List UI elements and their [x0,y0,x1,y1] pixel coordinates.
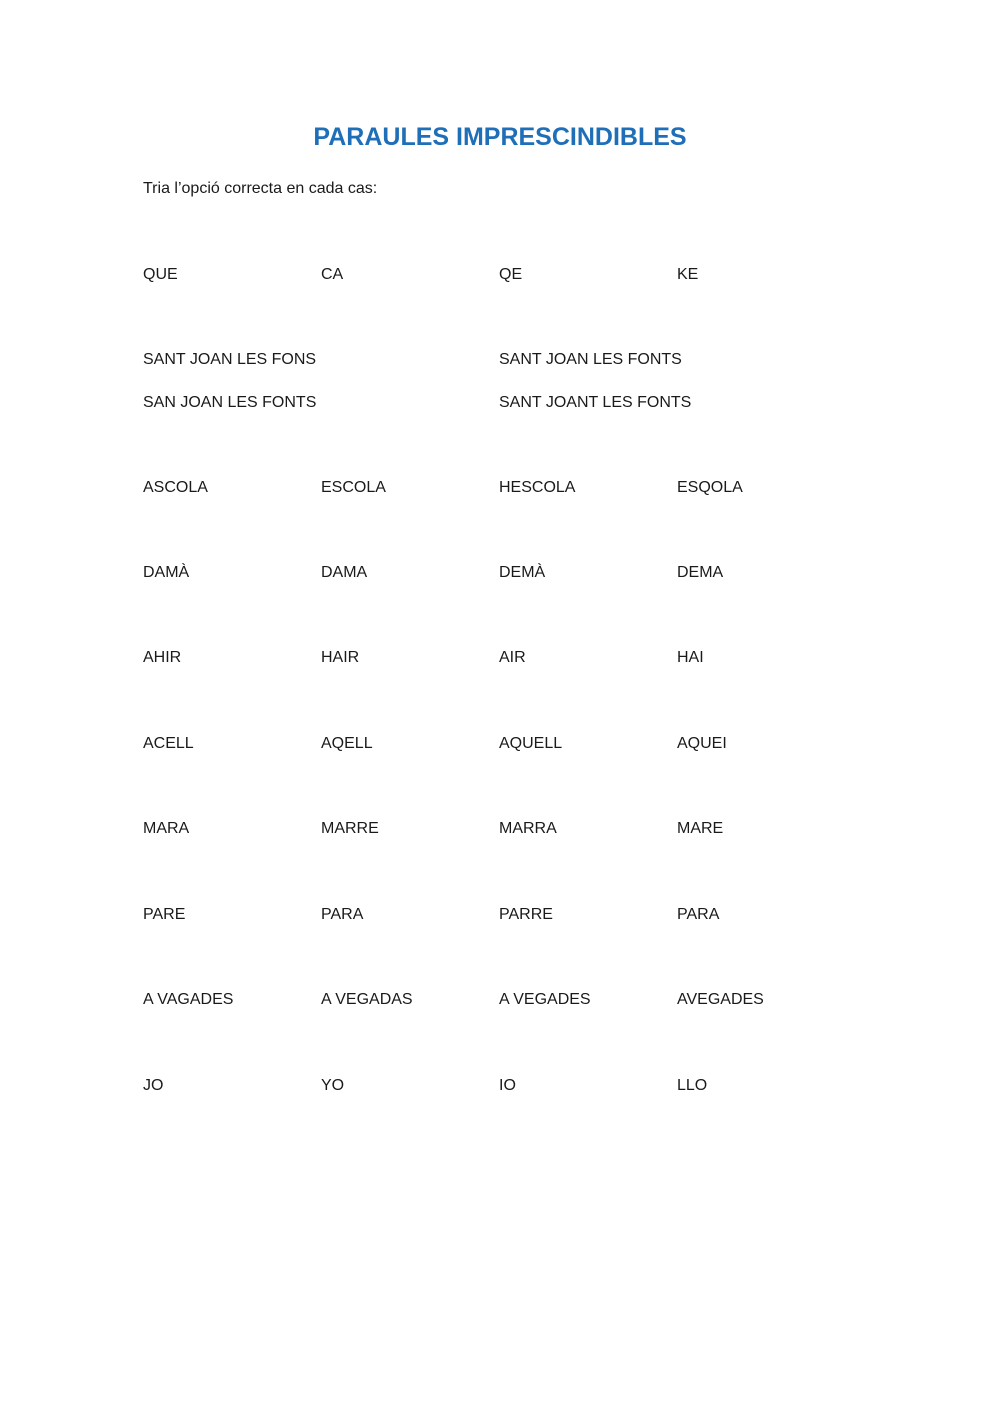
option-hai[interactable]: HAI [677,649,704,666]
question-row-2b [0,392,1000,414]
option-mare[interactable]: MARE [677,820,724,837]
page-title: PARAULES IMPRESCINDIBLES [313,123,687,151]
question-row-5 [0,647,1000,669]
question-row-7 [0,818,1000,840]
option-a-vagades[interactable]: A VAGADES [143,991,234,1008]
option-esqola[interactable]: ESQOLA [677,479,743,496]
option-aquell[interactable]: AQUELL [499,735,563,752]
question-row-10 [0,1075,1000,1097]
option-avegades[interactable]: AVEGADES [677,991,764,1008]
question-row-9 [0,989,1000,1011]
question-row-6 [0,733,1000,755]
question-row-8 [0,904,1000,926]
option-aqell[interactable]: AQELL [321,735,373,752]
question-row-3 [0,477,1000,499]
option-mara[interactable]: MARA [143,820,190,837]
option-parre[interactable]: PARRE [499,906,553,923]
option-dema[interactable]: DEMA [677,564,724,581]
option-jo[interactable]: JO [143,1077,164,1094]
instruction-text: Tria l’opció correcta en cada cas: [143,180,378,197]
option-aquei[interactable]: AQUEI [677,735,727,752]
option-dema-accent[interactable]: DEMÀ [499,564,546,581]
option-dama-accent[interactable]: DAMÀ [143,564,190,581]
option-qe[interactable]: QE [499,266,523,283]
option-air[interactable]: AIR [499,649,526,666]
option-hescola[interactable]: HESCOLA [499,479,576,496]
question-row-2a [0,349,1000,371]
option-ascola[interactable]: ASCOLA [143,479,208,496]
option-hair[interactable]: HAIR [321,649,360,666]
option-yo[interactable]: YO [321,1077,345,1094]
option-dama[interactable]: DAMA [321,564,368,581]
option-san-joan-les-fonts[interactable]: SAN JOAN LES FONTS [143,394,317,411]
question-row-4 [0,562,1000,584]
option-marre[interactable]: MARRE [321,820,379,837]
option-para[interactable]: PARA [321,906,364,923]
option-llo[interactable]: LLO [677,1077,708,1094]
option-marra[interactable]: MARRA [499,820,557,837]
option-io[interactable]: IO [499,1077,516,1094]
option-acell[interactable]: ACELL [143,735,194,752]
option-ke[interactable]: KE [677,266,699,283]
option-ca[interactable]: CA [321,266,344,283]
option-sant-joan-les-fonts[interactable]: SANT JOAN LES FONTS [499,351,682,368]
question-row-1 [0,264,1000,286]
option-a-vegades[interactable]: A VEGADES [499,991,591,1008]
option-escola[interactable]: ESCOLA [321,479,386,496]
option-para-2[interactable]: PARA [677,906,720,923]
option-que[interactable]: QUE [143,266,178,283]
option-sant-joan-les-fons[interactable]: SANT JOAN LES FONS [143,351,317,368]
option-sant-joant-les-fonts[interactable]: SANT JOANT LES FONTS [499,394,692,411]
option-a-vegadas[interactable]: A VEGADAS [321,991,413,1008]
option-ahir[interactable]: AHIR [143,649,182,666]
option-pare[interactable]: PARE [143,906,186,923]
